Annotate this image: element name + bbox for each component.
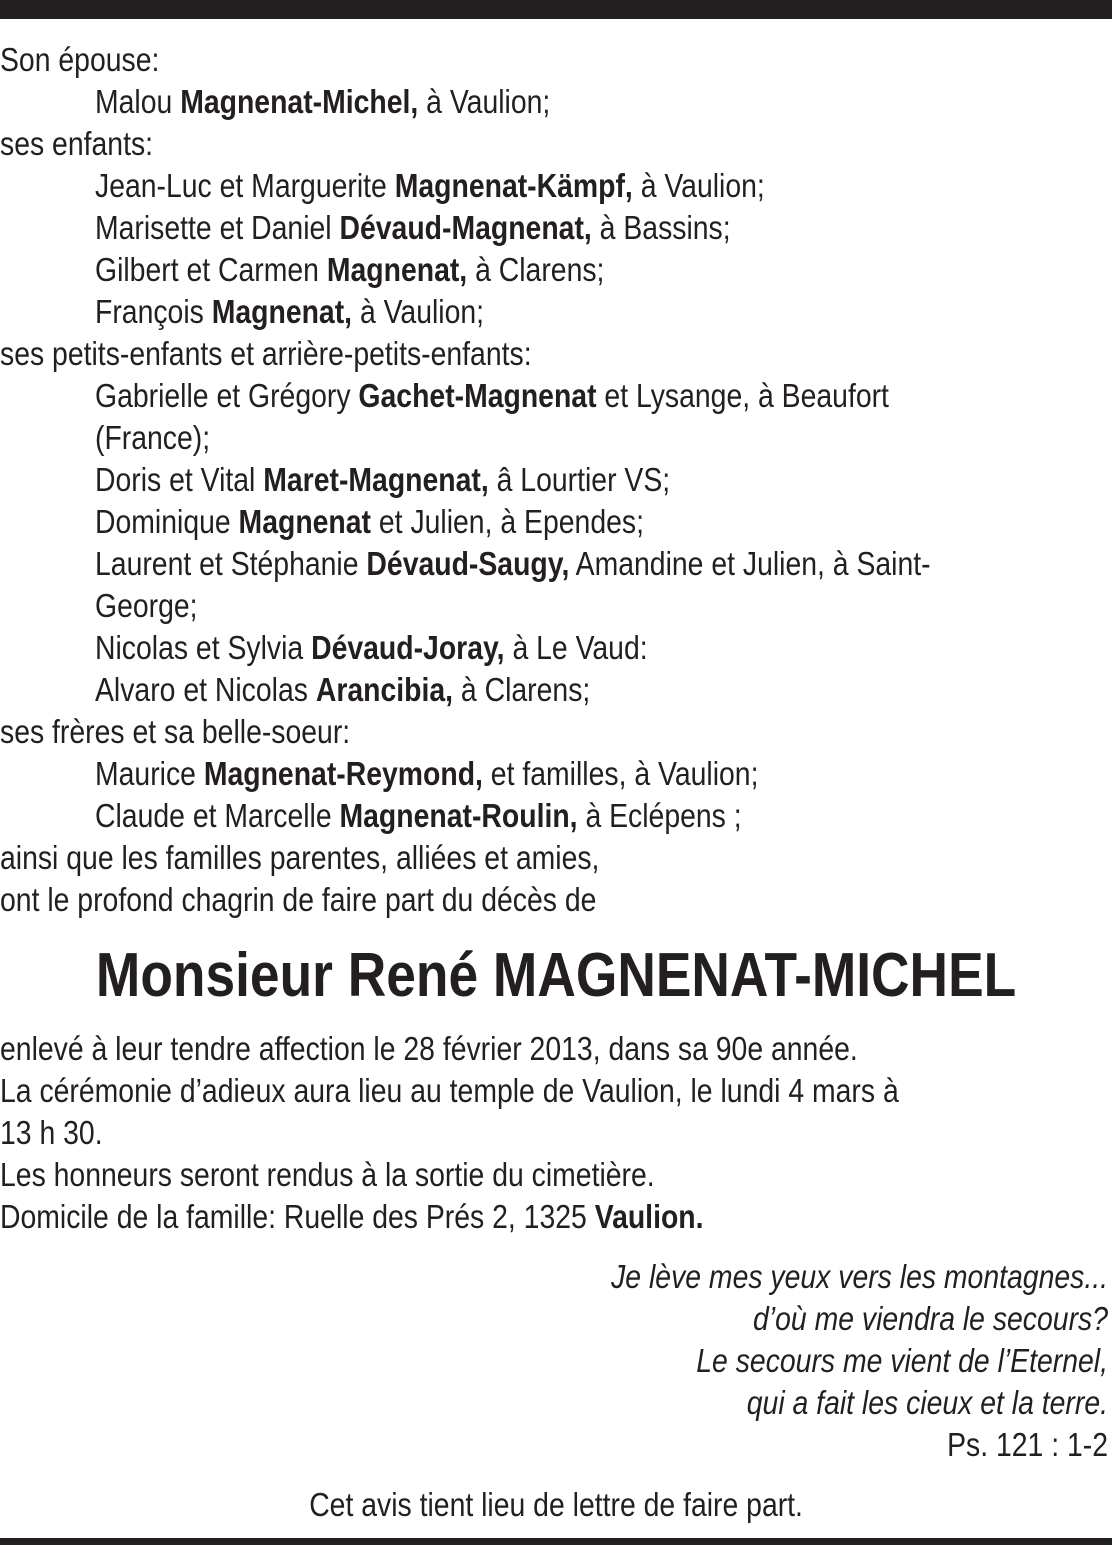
grandchild-pre: Gabrielle et Grégory — [95, 377, 359, 414]
grandchild-continuation: (France); — [95, 419, 211, 456]
child-pre: Gilbert et Carmen — [95, 251, 327, 288]
grandchild-entry — [95, 501, 1051, 543]
sibling-name: Magnenat-Reymond, — [203, 755, 483, 792]
grandchild-post: et Julien, à Ependes; — [371, 503, 644, 540]
spouse-intro: Son épouse: — [0, 41, 160, 78]
child-name: Dévaud-Magnenat, — [339, 209, 592, 246]
top-rule — [0, 0, 1112, 19]
grandchild-entry — [95, 459, 1051, 501]
verse-line: d’où me viendra le secours? — [753, 1300, 1108, 1337]
sibling-post: et familles, à Vaulion; — [482, 755, 759, 792]
details-line: enlevé à leur tendre affection le 28 février 2013, dans sa 90e année. — [0, 1030, 858, 1067]
deceased-title-text: Monsieur René MAGNENAT-MICHEL — [95, 941, 1017, 1010]
sibling-entry — [95, 795, 1051, 837]
spouse-name: Magnenat-Michel, — [180, 83, 419, 120]
closing-line: ainsi que les familles parentes, alliées et amies, — [0, 839, 600, 876]
sibling-pre: Maurice — [95, 755, 204, 792]
grandchild-name: Gachet-Magnenat — [358, 377, 597, 414]
grandchild-pre: Nicolas et Sylvia — [95, 629, 312, 666]
grandchild-name: Dévaud-Saugy, — [366, 545, 570, 582]
grandchild-post: à Clarens; — [453, 671, 591, 708]
child-name: Magnenat-Kämpf, — [394, 167, 633, 204]
child-entry — [95, 249, 1051, 291]
footer-note — [0, 1484, 1112, 1526]
grandchild-continuation: George; — [95, 587, 198, 624]
spouse-pre: Malou — [95, 83, 181, 120]
grandchild-entry — [95, 543, 1051, 585]
grandchild-post: et Lysange, à Beaufort — [596, 377, 889, 414]
siblings-intro: ses frères et sa belle-soeur: — [0, 713, 351, 750]
child-entry — [95, 207, 1051, 249]
verse-line: Je lève mes yeux vers les montagnes... — [611, 1258, 1108, 1295]
details-line: Les honneurs seront rendus à la sortie du cimetière. — [0, 1156, 655, 1193]
footer-text: Cet avis tient lieu de lettre de faire part. — [309, 1486, 803, 1523]
grandchild-post: â Lourtier VS; — [488, 461, 671, 498]
child-post: à Clarens; — [467, 251, 605, 288]
child-post: à Bassins; — [591, 209, 731, 246]
spouse-entry — [95, 81, 1051, 123]
domicile-line — [0, 1196, 956, 1238]
spouse-post: à Vaulion; — [418, 83, 551, 120]
grandchild-pre: Alvaro et Nicolas — [95, 671, 316, 708]
bottom-rule — [0, 1538, 1112, 1545]
child-name: Magnenat, — [326, 251, 468, 288]
details-line: 13 h 30. — [0, 1114, 103, 1151]
child-entry — [95, 291, 1051, 333]
child-post: à Vaulion; — [632, 167, 765, 204]
grandchild-name: Dévaud-Joray, — [311, 629, 505, 666]
child-pre: François — [95, 293, 212, 330]
child-name: Magnenat, — [211, 293, 353, 330]
grandchild-post: Amandine et Julien, à Saint- — [569, 545, 931, 582]
grandchild-post: à Le Vaud: — [504, 629, 648, 666]
closing-line: ont le profond chagrin de faire part du décès de — [0, 881, 597, 918]
sibling-entry — [95, 753, 1051, 795]
children-intro: ses enfants: — [0, 125, 154, 162]
grandchild-name: Arancibia, — [315, 671, 454, 708]
verse-reference: Ps. 121 : 1-2 — [947, 1426, 1108, 1463]
domicile-town: Vaulion. — [594, 1198, 704, 1235]
grandchild-name: Maret-Magnenat, — [263, 461, 489, 498]
domicile-address: Domicile de la famille: Ruelle des Prés 2, 1325 — [0, 1198, 595, 1235]
sibling-name: Magnenat-Roulin, — [339, 797, 578, 834]
sibling-pre: Claude et Marcelle — [95, 797, 340, 834]
grandchild-name: Magnenat — [238, 503, 372, 540]
grandchild-entry — [95, 375, 1051, 417]
deceased-title — [0, 936, 1112, 1016]
details-line: La cérémonie d’adieux aura lieu au temple de Vaulion, le lundi 4 mars à — [0, 1072, 899, 1109]
verse-line: Le secours me vient de l’Eternel, — [696, 1342, 1108, 1379]
verse-line: qui a fait les cieux et la terre. — [746, 1384, 1108, 1421]
sibling-post: à Eclépens ; — [577, 797, 742, 834]
grandchild-pre: Laurent et Stéphanie — [95, 545, 367, 582]
grandchild-pre: Dominique — [95, 503, 239, 540]
child-pre: Marisette et Daniel — [95, 209, 340, 246]
grandchild-entry — [95, 627, 1051, 669]
grandchildren-intro: ses petits-enfants et arrière-petits-enfants: — [0, 335, 532, 372]
child-post: à Vaulion; — [352, 293, 485, 330]
grandchild-pre: Doris et Vital — [95, 461, 264, 498]
child-entry — [95, 165, 1051, 207]
grandchild-entry — [95, 669, 1051, 711]
child-pre: Jean-Luc et Marguerite — [95, 167, 395, 204]
